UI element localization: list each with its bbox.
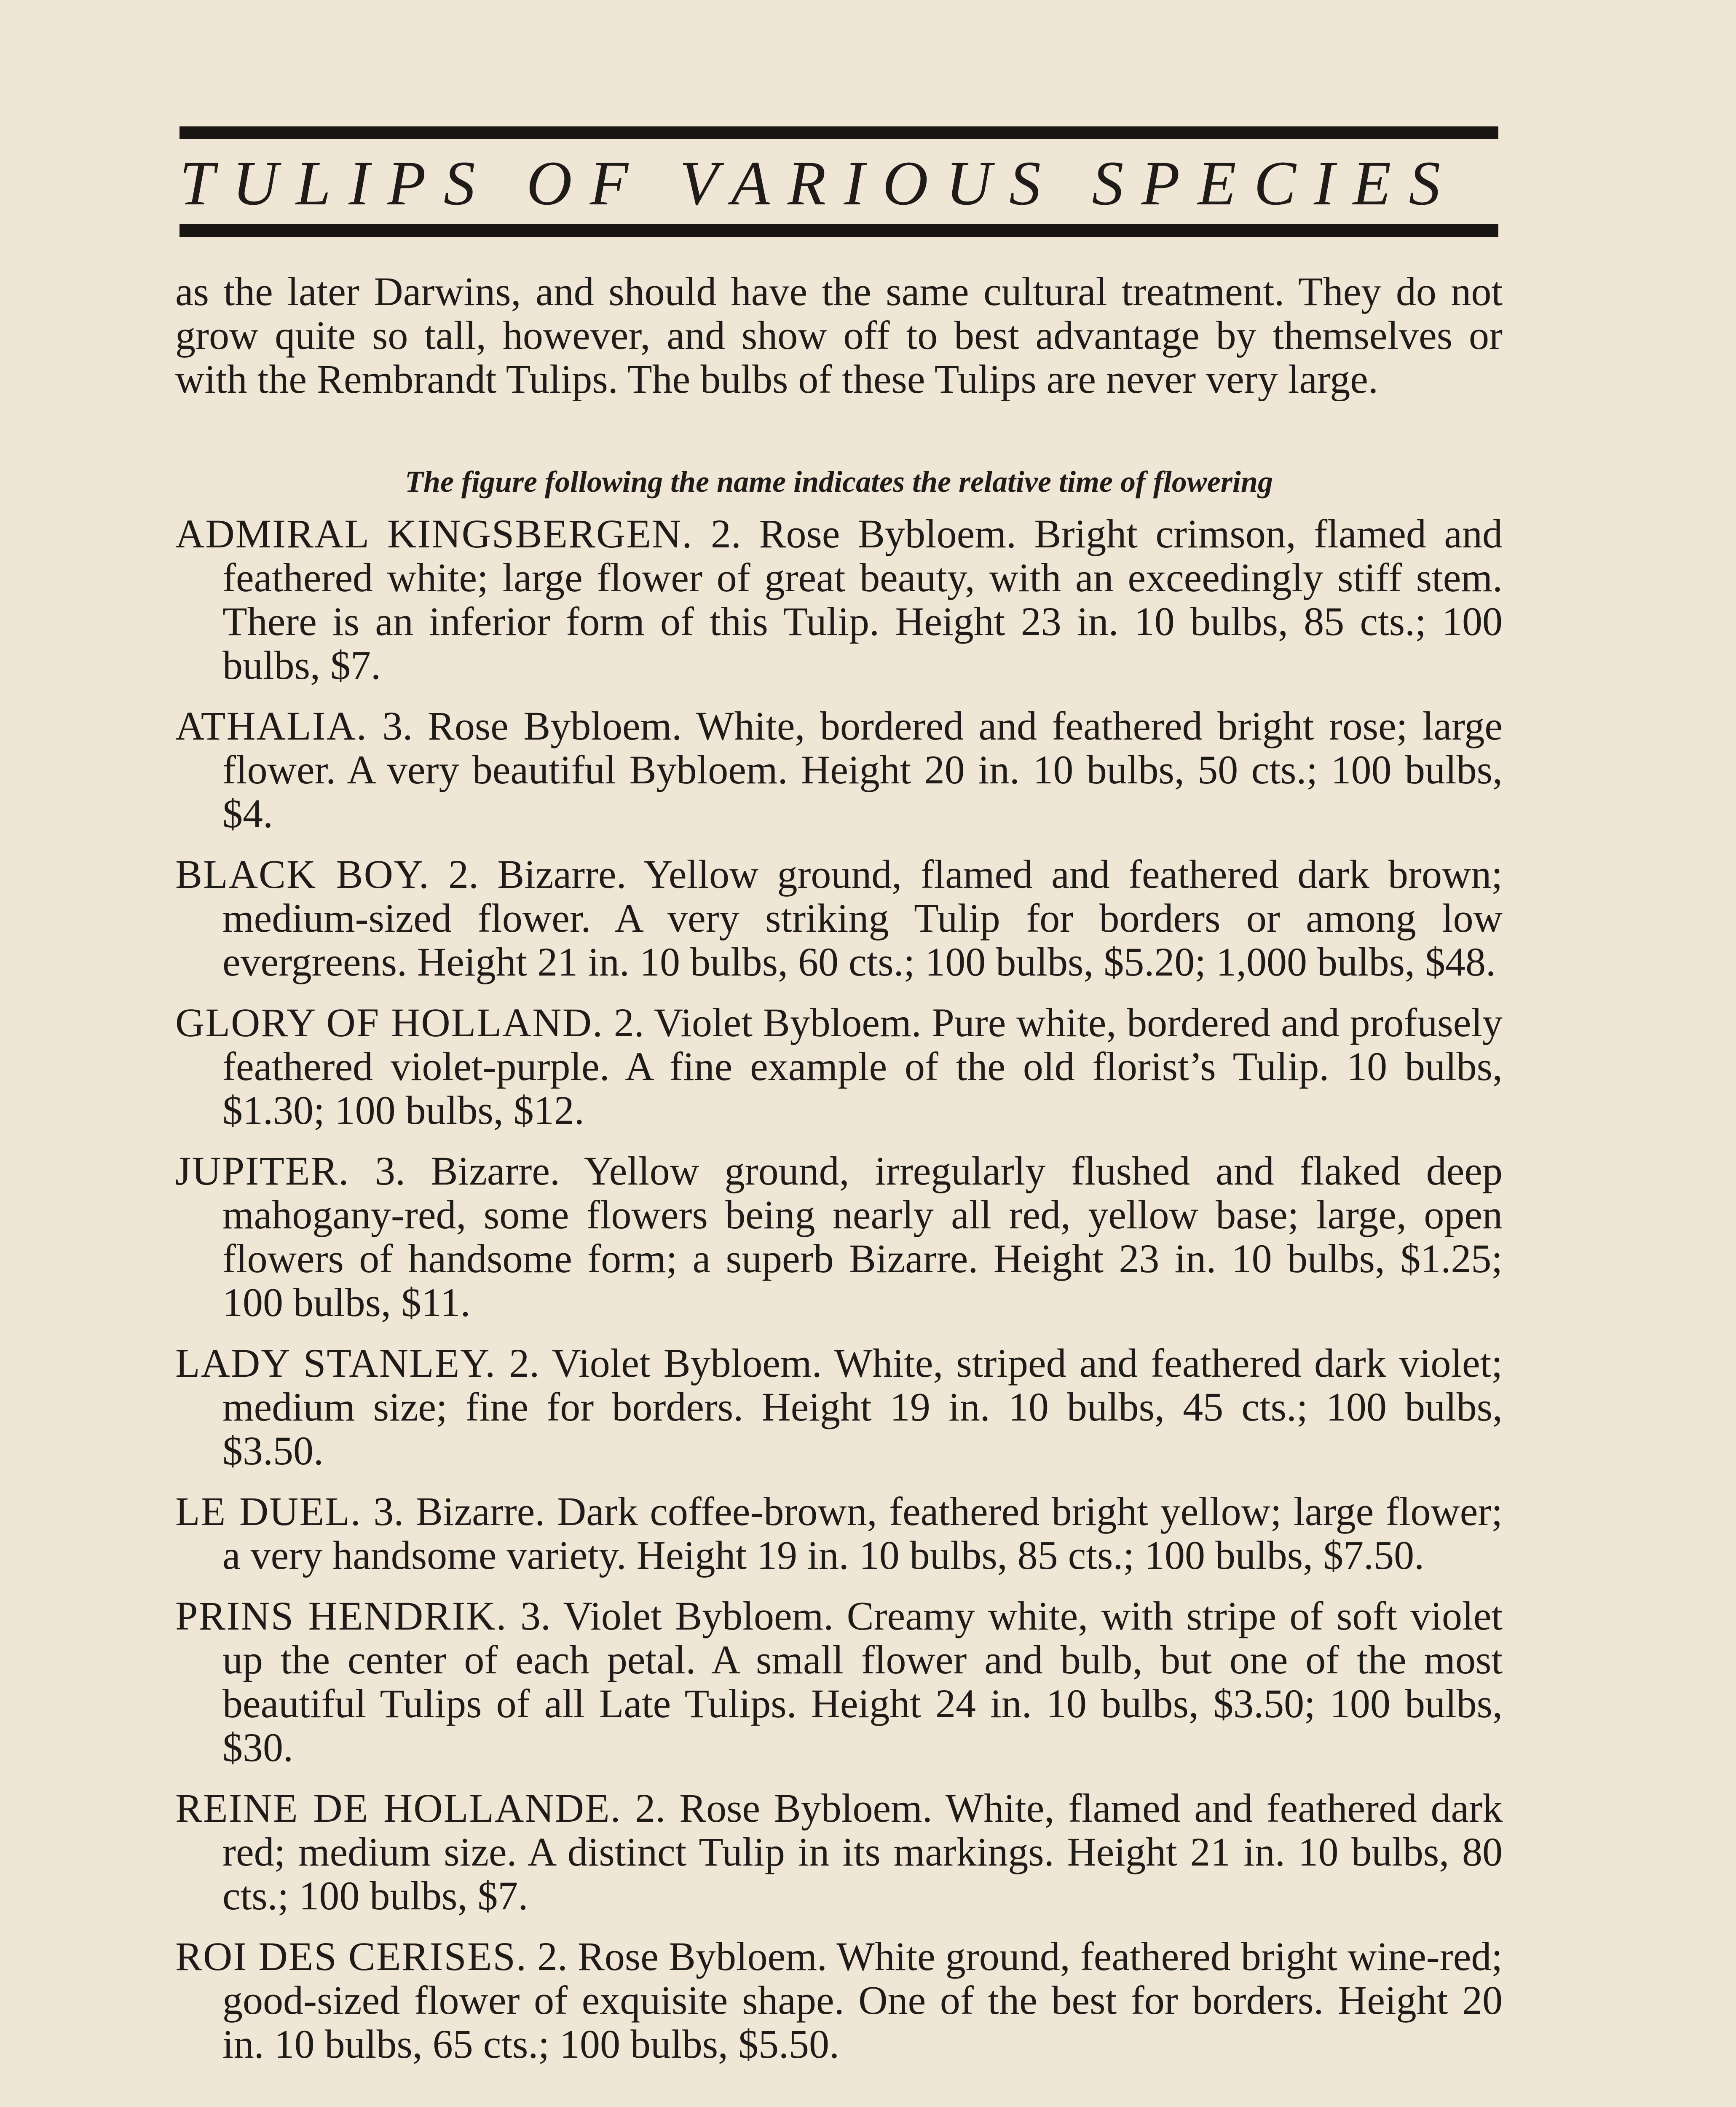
tulip-entry [175, 1786, 1503, 1918]
tulip-entry-name: LE DUEL. [175, 1489, 362, 1534]
tulip-entry-name: GLORY OF HOLLAND. [175, 1000, 603, 1045]
tulip-entry [175, 1149, 1503, 1324]
tulip-entry-description: 2. Violet Bybloem. White, striped and feathered dark violet; medium size; fine for borders. Height 19 in. 10 bulbs, 45 cts.; 100 bulbs, $3.50. [222, 1340, 1503, 1473]
tulip-entry [175, 1935, 1503, 2066]
tulip-entry-name: JUPITER. [175, 1148, 350, 1193]
tulip-entry-name: LADY STANLEY. [175, 1340, 496, 1386]
tulip-entry-description: 3. Violet Bybloem. Creamy white, with stripe of soft violet up the center of each petal. A small flower and bulb, but one of the most beautiful Tulips of all Late Tulips. Height 24 in. 10 bulbs, $3.50; 100 bulbs, $30. [222, 1593, 1503, 1770]
header-rule-top [179, 126, 1498, 139]
tulip-entry-description: 2. Rose Bybloem. White, flamed and feathered dark red; medium size. A distinct Tulip in its markings. Height 21 in. 10 bulbs, 80 cts.; 100 bulbs, $7. [222, 1785, 1503, 1918]
tulip-entry [175, 1594, 1503, 1769]
tulip-entry-name: ROI DES CERISES. [175, 1934, 527, 1979]
tulip-entry [175, 852, 1503, 984]
tulip-entry-description: 2. Violet Bybloem. Pure white, bordered and profusely feathered violet-purple. A fine example of the old florist’s Tulip. 10 bulbs, $1.30; 100 bulbs, $12. [222, 1000, 1503, 1133]
tulip-entry [175, 1490, 1503, 1577]
tulip-entry-name: BLACK BOY. [175, 852, 430, 897]
tulip-entry [175, 1001, 1503, 1132]
tulip-entry-description: 2. Bizarre. Yellow ground, flamed and feathered dark brown; medium-sized flower. A very striking Tulip for borders or among low evergreens. Height 21 in. 10 bulbs, 60 cts.; 100 bulbs, $5.20; 1,000 bulbs, $48. [222, 852, 1503, 984]
running-header: TULIPS OF VARIOUS SPECIES [179, 148, 1458, 218]
tulip-entry [175, 704, 1503, 836]
tulip-entry-description: 3. Rose Bybloem. White, bordered and feathered bright rose; large flower. A very beautiful Bybloem. Height 20 in. 10 bulbs, 50 cts.; 100 bulbs, $4. [222, 703, 1503, 836]
tulip-entry [175, 1341, 1503, 1473]
tulip-entry-list [175, 512, 1503, 2107]
intro-paragraph: as the later Darwins, and should have the same cultural treatment. They do not grow quite so tall, however, and show off to best advantage by themselves or with the Rembrandt Tulips. The bulbs of these Tulips are never very large. [175, 270, 1503, 401]
tulip-entry-name: PRINS HENDRIK. [175, 1593, 507, 1638]
tulip-entry-description: 3. Bizarre. Yellow ground, irregularly flushed and flaked deep mahogany-red, some flowers being nearly all red, yellow base; large, open flowers of handsome form; a superb Bizarre. Height 23 in. 10 bulbs, $1.25; 100 bulbs, $11. [222, 1148, 1503, 1325]
tulip-entry-description: 2. Rose Bybloem. White ground, feathered bright wine-red; good-sized flower of exquisite shape. One of the best for borders. Height 20 in. 10 bulbs, 65 cts.; 100 bulbs, $5.50. [222, 1934, 1503, 2067]
header-rule-bottom [179, 224, 1498, 237]
tulip-entry-name: ADMIRAL KINGSBERGEN. [175, 512, 693, 556]
flowering-time-note: The figure following the name indicates the relative time of flowering [405, 465, 1273, 499]
tulip-entry-description: 3. Bizarre. Dark coffee-brown, feathered bright yellow; large flower; a very handsome variety. Height 19 in. 10 bulbs, 85 cts.; 100 bulbs, $7.50. [222, 1489, 1503, 1578]
tulip-entry-description: 2. Rose Bybloem. Bright crimson, flamed and feathered white; large flower of great beauty, with an exceedingly stiff stem. There is an inferior form of this Tulip. Height 23 in. 10 bulbs, 85 cts.; 100 bulbs, $7. [222, 512, 1503, 688]
tulip-entry-name: REINE DE HOLLANDE. [175, 1785, 622, 1831]
tulip-entry [175, 512, 1503, 687]
tulip-entry-name: ATHALIA. [175, 703, 367, 748]
